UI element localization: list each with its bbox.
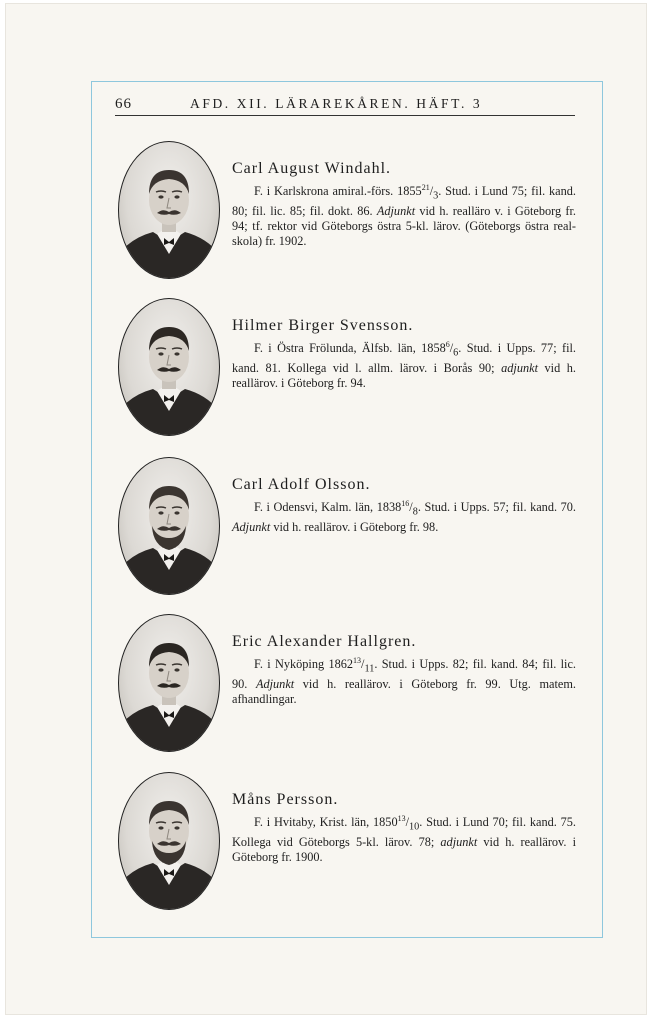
entry-biography: F. i Östra Frölunda, Älfsb. län, $1858^6/_6$. Stud. i Upps. 77; fil. kand. 81. Kollega vid l. allm. lärov. i Borås 90; adjunkt vid h. reallärov. i Göteborg fr. 94.	[232, 339, 577, 390]
entry-name: Hilmer Birger Svensson.	[232, 317, 414, 334]
portrait-persson	[118, 772, 220, 910]
entry-item	[0, 772, 653, 912]
header-rule	[115, 115, 575, 116]
page-number: 66	[115, 96, 132, 112]
entry-name: Carl August Windahl.	[232, 160, 392, 177]
entry-biography: F. i Odensvi, Kalm. län, $1838^{16}/_8$. Stud. i Upps. 57; fil. kand. 70. Adjunkt vid h. reallärov. i Göteborg fr. 98.	[232, 498, 576, 534]
running-title: AFD. XII. LÄRAREKÅREN. HÄFT. 3	[190, 96, 483, 111]
entry-item	[0, 298, 653, 438]
entry-item	[0, 457, 653, 597]
entry-name: Eric Alexander Hallgren.	[232, 633, 417, 650]
page-header	[115, 96, 575, 116]
entry-item	[0, 614, 653, 754]
entry-item	[0, 141, 653, 281]
portrait-windahl	[118, 141, 220, 279]
entry-name: Carl Adolf Olsson.	[232, 476, 371, 493]
entry-biography: F. i Karlskrona amiral.-förs. $1855^{21}/_3$. Stud. i Lund 75; fil. kand. 80; fil. lic. 85; fil. dokt. 86. Adjunkt vid h. realläro v. i Göteborg fr. 94; tf. rektor vid Göteborgs östra 5-kl. lärov. (Göteborgs östra realskola) fr. 1902.	[232, 182, 576, 249]
portrait-olsson	[118, 457, 220, 595]
entry-biography: F. i Nyköping $1862^{13}/_{11}$. Stud. i Upps. 82; fil. kand. 84; fil. lic. 90. Adjunkt vid h. reallärov. i Göteborg fr. 99. Utg. matem. afhandlingar.	[232, 655, 576, 706]
entry-biography: F. i Hvitaby, Krist. län, $1850^{13}/_{10}$. Stud. i Lund 70; fil. kand. 75. Kollega vid Göteborgs 5-kl. lärov. 78; adjunkt vid h. reallärov. i Göteborg fr. 1900.	[232, 813, 576, 864]
portrait-svensson	[118, 298, 220, 436]
portrait-hallgren	[118, 614, 220, 752]
entry-name: Måns Persson.	[232, 791, 339, 808]
